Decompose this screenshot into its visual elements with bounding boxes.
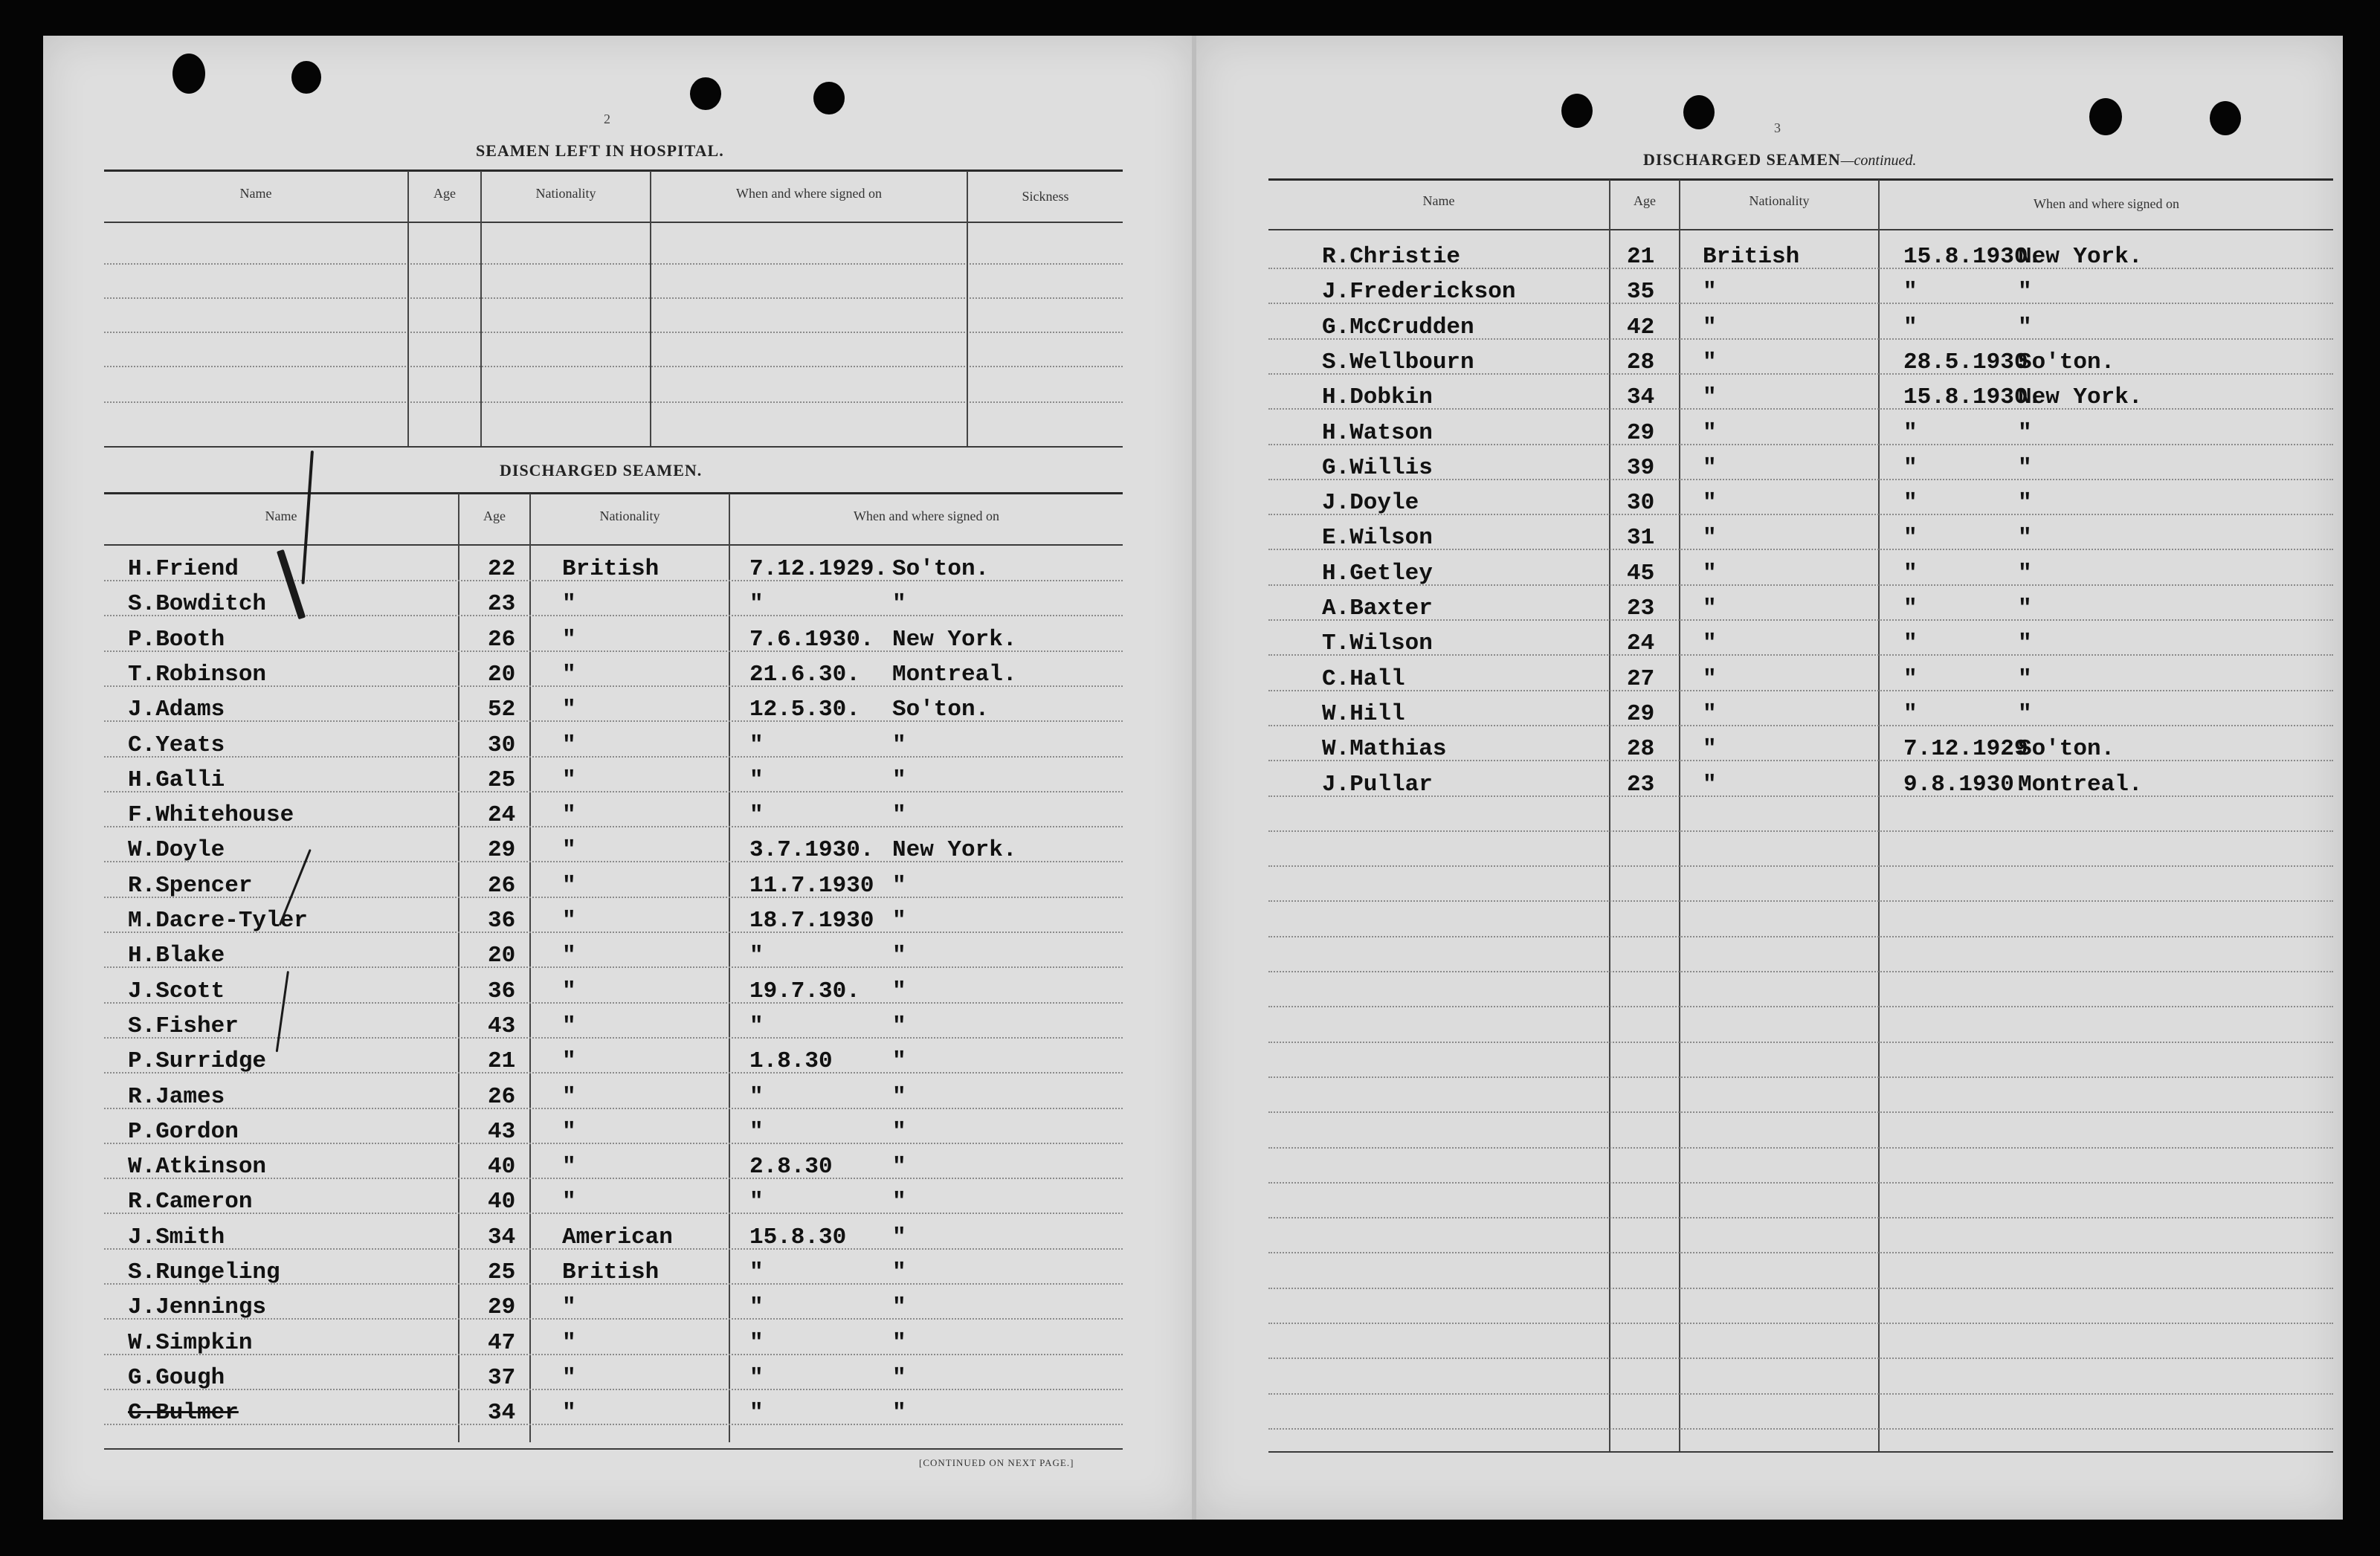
- punch-hole: [813, 82, 845, 114]
- table-border: [104, 544, 1123, 546]
- seaman-age: 27: [1627, 665, 1655, 692]
- ruled-line: [104, 1354, 1123, 1355]
- signed-on-place: New York.: [2018, 384, 2143, 411]
- signed-on-place: ": [892, 978, 906, 1004]
- seaman-nationality: ": [562, 1013, 576, 1039]
- seaman-age: 40: [488, 1154, 516, 1181]
- signed-on-place: New York.: [892, 626, 1017, 653]
- seaman-name: W.Hill: [1322, 700, 1405, 727]
- signed-on-date: 12.5.30.: [749, 697, 860, 723]
- signed-on-date: ": [1903, 314, 1918, 340]
- seaman-name: T.Robinson: [128, 661, 267, 688]
- seaman-name: R.James: [128, 1083, 225, 1110]
- seaman-nationality: ": [562, 732, 576, 758]
- seaman-name: A.Baxter: [1322, 595, 1433, 622]
- signed-on-date: 1.8.30: [749, 1048, 833, 1075]
- signed-on-date: 7.6.1930.: [749, 626, 874, 653]
- seaman-name: H.Getley: [1322, 560, 1433, 587]
- signed-on-place: ": [892, 732, 906, 758]
- signed-on-place: So'ton.: [892, 697, 990, 723]
- signed-on-place: ": [892, 1259, 906, 1285]
- seaman-age: 26: [488, 1083, 516, 1110]
- signed-on-date: 7.12.1929.: [749, 556, 889, 582]
- signed-on-place: New York.: [2018, 244, 2143, 270]
- seaman-nationality: ": [1703, 771, 1717, 798]
- signed-on-date: ": [749, 1259, 764, 1285]
- signed-on-place: New York.: [892, 837, 1017, 864]
- ruled-line: [1268, 1217, 2333, 1218]
- seaman-name: H.Dobkin: [1322, 384, 1433, 411]
- seaman-age: 34: [1627, 384, 1655, 411]
- seaman-age: 35: [1627, 279, 1655, 306]
- ruled-line: [1268, 1323, 2333, 1324]
- seaman-nationality: ": [1703, 595, 1717, 622]
- ruled-line: [104, 1213, 1123, 1214]
- page-fold: [1192, 36, 1196, 1520]
- seaman-nationality: ": [1703, 630, 1717, 657]
- seaman-name: S.Rungeling: [128, 1259, 280, 1285]
- signed-on-place: ": [2018, 490, 2032, 517]
- ruled-line: [1268, 1288, 2333, 1289]
- signed-on-date: ": [749, 802, 764, 829]
- ruled-line: [1268, 1358, 2333, 1359]
- signed-on-place: ": [892, 1154, 906, 1181]
- seaman-nationality: ": [562, 626, 576, 653]
- seaman-name: W.Mathias: [1322, 736, 1447, 763]
- ruled-line: [104, 366, 1123, 367]
- signed-on-date: 11.7.1930: [749, 872, 874, 899]
- signed-on-date: ": [749, 1294, 764, 1321]
- page-number: 3: [1774, 120, 1781, 135]
- seaman-name: S.Bowditch: [128, 591, 267, 618]
- seaman-name: R.Cameron: [128, 1189, 253, 1216]
- signed-on-place: ": [2018, 419, 2032, 446]
- column-divider: [407, 171, 409, 446]
- seaman-nationality: American: [562, 1224, 673, 1250]
- column-header-signed-on: When and where signed on: [854, 509, 999, 523]
- seaman-age: 21: [488, 1048, 516, 1075]
- signed-on-date: ": [749, 1083, 764, 1110]
- table-border: [1268, 229, 2333, 230]
- ruled-line: [104, 297, 1123, 299]
- seaman-age: 23: [1627, 771, 1655, 798]
- seaman-nationality: ": [562, 1400, 576, 1427]
- signed-on-date: 15.8.1930.: [1903, 244, 2042, 270]
- punch-hole: [172, 54, 205, 94]
- signed-on-date: 9.8.1930.: [1903, 771, 2028, 798]
- seaman-age: 29: [488, 837, 516, 864]
- seaman-age: 30: [488, 732, 516, 758]
- table-border: [104, 222, 1123, 223]
- seaman-nationality: ": [1703, 560, 1717, 587]
- seaman-nationality: ": [562, 908, 576, 934]
- signed-on-date: ": [749, 1013, 764, 1039]
- signed-on-place: ": [892, 1400, 906, 1427]
- seaman-nationality: British: [562, 1259, 660, 1285]
- signed-on-place: So'ton.: [2018, 349, 2115, 375]
- signed-on-date: ": [1903, 279, 1918, 306]
- signed-on-date: ": [1903, 595, 1918, 622]
- seaman-nationality: ": [562, 943, 576, 969]
- seaman-age: 29: [1627, 700, 1655, 727]
- discharged-continued-title: [1643, 150, 1916, 170]
- seaman-name: J.Pullar: [1322, 771, 1433, 798]
- signed-on-place: ": [892, 872, 906, 899]
- signed-on-date: 15.8.1930.: [1903, 384, 2042, 411]
- seaman-age: 47: [488, 1329, 516, 1356]
- seaman-age: 43: [488, 1118, 516, 1145]
- seaman-name: H.Galli: [128, 766, 225, 793]
- ruled-line: [1268, 690, 2333, 691]
- seaman-name: R.Christie: [1322, 244, 1461, 270]
- signed-on-date: ": [749, 1329, 764, 1356]
- signed-on-date: 15.8.30: [749, 1224, 847, 1250]
- signed-on-place: ": [892, 1364, 906, 1391]
- seaman-name: W.Simpkin: [128, 1329, 253, 1356]
- column-header-name: Name: [1422, 193, 1455, 208]
- column-header-age: Age: [433, 186, 456, 201]
- seaman-name: P.Surridge: [128, 1048, 267, 1075]
- column-header-age: Age: [1634, 193, 1656, 208]
- column-divider: [1679, 180, 1680, 1451]
- column-divider: [1878, 180, 1880, 1451]
- signed-on-date: ": [1903, 454, 1918, 481]
- ruled-line: [104, 897, 1123, 898]
- signed-on-date: 21.6.30.: [749, 661, 860, 688]
- seaman-name: P.Gordon: [128, 1118, 239, 1145]
- signed-on-place: ": [892, 591, 906, 618]
- ruled-line: [104, 966, 1123, 968]
- seaman-nationality: ": [1703, 525, 1717, 552]
- signed-on-date: ": [1903, 490, 1918, 517]
- signed-on-date: ": [749, 1189, 764, 1216]
- signed-on-place: ": [2018, 560, 2032, 587]
- ruled-line: [104, 332, 1123, 333]
- signed-on-place: ": [892, 1189, 906, 1216]
- punch-hole: [1561, 94, 1593, 128]
- signed-on-date: ": [749, 766, 764, 793]
- signed-on-place: ": [892, 1083, 906, 1110]
- seaman-age: 28: [1627, 736, 1655, 763]
- seaman-name: J.Smith: [128, 1224, 225, 1250]
- column-header-nationality: Nationality: [599, 509, 660, 523]
- seaman-name: C.Yeats: [128, 732, 225, 758]
- seaman-name: J.Scott: [128, 978, 225, 1004]
- ruled-line: [1268, 1147, 2333, 1149]
- table-border: [104, 492, 1123, 494]
- seaman-age: 40: [488, 1189, 516, 1216]
- seaman-nationality: ": [1703, 314, 1717, 340]
- seaman-age: 24: [1627, 630, 1655, 657]
- seaman-age: 28: [1627, 349, 1655, 375]
- seaman-name: W.Atkinson: [128, 1154, 267, 1181]
- seaman-name: F.Whitehouse: [128, 802, 294, 829]
- ruled-line: [104, 756, 1123, 758]
- seaman-age: 30: [1627, 490, 1655, 517]
- signed-on-place: ": [892, 1118, 906, 1145]
- seaman-nationality: ": [562, 1189, 576, 1216]
- seaman-name: G.Willis: [1322, 454, 1433, 481]
- seaman-age: 29: [1627, 419, 1655, 446]
- ruled-line: [1268, 1006, 2333, 1007]
- signed-on-date: ": [1903, 630, 1918, 657]
- seaman-name: G.McCrudden: [1322, 314, 1474, 340]
- punch-hole: [2210, 101, 2241, 135]
- ruled-line: [1268, 830, 2333, 832]
- signed-on-place: ": [2018, 279, 2032, 306]
- seaman-age: 26: [488, 626, 516, 653]
- page-number: 2: [604, 112, 610, 126]
- signed-on-date: ": [749, 943, 764, 969]
- seaman-name: J.Adams: [128, 697, 225, 723]
- discharged-section-title: DISCHARGED SEAMEN.: [500, 461, 703, 480]
- ruled-line: [1268, 514, 2333, 515]
- signed-on-place: ": [892, 1013, 906, 1039]
- table-border: [1268, 178, 2333, 181]
- seaman-nationality: ": [562, 1118, 576, 1145]
- signed-on-place: ": [892, 802, 906, 829]
- signed-on-place: ": [2018, 454, 2032, 481]
- signed-on-date: ": [1903, 700, 1918, 727]
- seaman-name: R.Spencer: [128, 872, 253, 899]
- seaman-age: 34: [488, 1224, 516, 1250]
- seaman-name: E.Wilson: [1322, 525, 1433, 552]
- seaman-name: H.Blake: [128, 943, 225, 969]
- seaman-name: H.Watson: [1322, 419, 1433, 446]
- ruled-line: [1268, 1076, 2333, 1078]
- seaman-age: 23: [1627, 595, 1655, 622]
- signed-on-date: ": [749, 1364, 764, 1391]
- table-border: [104, 1448, 1123, 1450]
- seaman-name: J.Doyle: [1322, 490, 1419, 517]
- seaman-age: 25: [488, 1259, 516, 1285]
- ruled-line: [104, 263, 1123, 265]
- signed-on-date: 19.7.30.: [749, 978, 860, 1004]
- column-divider: [1609, 180, 1610, 1451]
- signed-on-date: 3.7.1930.: [749, 837, 874, 864]
- seaman-nationality: ": [562, 978, 576, 1004]
- ruled-line: [1268, 1393, 2333, 1395]
- signed-on-date: ": [749, 1400, 764, 1427]
- signed-on-date: ": [749, 732, 764, 758]
- title-suffix: —continued.: [1840, 152, 1917, 169]
- seaman-age: 42: [1627, 314, 1655, 340]
- seaman-nationality: ": [562, 1154, 576, 1181]
- seaman-name: T.Wilson: [1322, 630, 1433, 657]
- table-border: [104, 170, 1123, 172]
- signed-on-place: ": [892, 766, 906, 793]
- seaman-name: P.Booth: [128, 626, 225, 653]
- punch-hole: [2089, 98, 2122, 135]
- seaman-name: W.Doyle: [128, 837, 225, 864]
- signed-on-date: ": [1903, 419, 1918, 446]
- signed-on-date: 2.8.30: [749, 1154, 833, 1181]
- signed-on-place: Montreal.: [2018, 771, 2143, 798]
- seaman-age: 36: [488, 908, 516, 934]
- seaman-name: S.Wellbourn: [1322, 349, 1474, 375]
- signed-on-place: ": [2018, 595, 2032, 622]
- signed-on-place: ": [892, 1224, 906, 1250]
- seaman-nationality: ": [562, 1048, 576, 1075]
- seaman-age: 21: [1627, 244, 1655, 270]
- seaman-nationality: ": [562, 1329, 576, 1356]
- seaman-nationality: ": [1703, 454, 1717, 481]
- seaman-nationality: ": [1703, 490, 1717, 517]
- seaman-nationality: ": [1703, 419, 1717, 446]
- ruled-line: [1268, 1111, 2333, 1113]
- seaman-nationality: ": [562, 766, 576, 793]
- ruled-line: [104, 1424, 1123, 1425]
- seaman-nationality: ": [562, 872, 576, 899]
- seaman-nationality: ": [562, 1364, 576, 1391]
- table-border: [1268, 1451, 2333, 1453]
- continued-note: [CONTINUED ON NEXT PAGE.]: [919, 1457, 1074, 1468]
- punch-hole: [690, 77, 721, 110]
- column-divider: [480, 171, 482, 446]
- seaman-nationality: ": [562, 802, 576, 829]
- seaman-name: H.Friend: [128, 556, 239, 582]
- seaman-age: 37: [488, 1364, 516, 1391]
- column-header-nationality: Nationality: [1749, 193, 1810, 208]
- signed-on-place: ": [892, 1294, 906, 1321]
- signed-on-place: So'ton.: [2018, 736, 2115, 763]
- column-header-name: Name: [265, 509, 297, 523]
- ruled-line: [104, 1143, 1123, 1144]
- seaman-nationality: ": [562, 697, 576, 723]
- seaman-nationality: ": [1703, 665, 1717, 692]
- signed-on-date: ": [1903, 560, 1918, 587]
- seaman-age: 31: [1627, 525, 1655, 552]
- ruled-line: [104, 1037, 1123, 1039]
- ruled-line: [1268, 1042, 2333, 1043]
- signed-on-place: ": [2018, 314, 2032, 340]
- seaman-age: 39: [1627, 454, 1655, 481]
- table-border: [104, 446, 1123, 448]
- seaman-age: 25: [488, 766, 516, 793]
- signed-on-place: ": [2018, 665, 2032, 692]
- signed-on-place: ": [2018, 525, 2032, 552]
- seaman-nationality: ": [562, 1294, 576, 1321]
- column-header-nationality: Nationality: [535, 186, 596, 201]
- ruled-line: [1268, 936, 2333, 937]
- signed-on-place: ": [2018, 630, 2032, 657]
- ruled-line: [104, 1002, 1123, 1004]
- column-header-signed-on: When and where signed on: [2034, 196, 2179, 211]
- seaman-name: C.Bulmer: [128, 1400, 239, 1427]
- seaman-name: M.Dacre-Tyler: [128, 908, 308, 934]
- signed-on-place: So'ton.: [892, 556, 990, 582]
- ruled-line: [1268, 1428, 2333, 1430]
- ruled-line: [104, 1389, 1123, 1390]
- column-header-sickness: Sickness: [1022, 189, 1069, 204]
- ruled-line: [1268, 1182, 2333, 1184]
- signed-on-place: ": [892, 908, 906, 934]
- signed-on-place: ": [2018, 700, 2032, 727]
- signed-on-date: 28.5.1930: [1903, 349, 2028, 375]
- ruled-line: [1268, 971, 2333, 972]
- seaman-nationality: ": [562, 661, 576, 688]
- signed-on-place: ": [892, 1048, 906, 1075]
- seaman-name: G.Gough: [128, 1364, 225, 1391]
- seaman-age: 23: [488, 591, 516, 618]
- ruled-line: [104, 1108, 1123, 1109]
- signed-on-place: ": [892, 1329, 906, 1356]
- ruled-line: [1268, 900, 2333, 902]
- ruled-line: [1268, 1252, 2333, 1253]
- seaman-age: 43: [488, 1013, 516, 1039]
- column-divider: [650, 171, 651, 446]
- column-header-signed-on: When and where signed on: [736, 186, 882, 201]
- ruled-line: [1268, 725, 2333, 726]
- column-divider: [967, 171, 968, 446]
- title-text: DISCHARGED SEAMEN: [1643, 150, 1841, 169]
- seaman-age: 29: [488, 1294, 516, 1321]
- signed-on-date: ": [1903, 665, 1918, 692]
- signed-on-date: ": [1903, 525, 1918, 552]
- seaman-nationality: ": [1703, 736, 1717, 763]
- column-header-age: Age: [483, 509, 506, 523]
- signed-on-date: 18.7.1930: [749, 908, 874, 934]
- punch-hole: [1683, 95, 1715, 129]
- seaman-nationality: ": [1703, 279, 1717, 306]
- seaman-name: C.Hall: [1322, 665, 1405, 692]
- seaman-nationality: ": [1703, 700, 1717, 727]
- signed-on-place: ": [892, 943, 906, 969]
- ruled-line: [104, 791, 1123, 792]
- seaman-nationality: ": [1703, 384, 1717, 411]
- seaman-name: J.Jennings: [128, 1294, 267, 1321]
- seaman-age: 45: [1627, 560, 1655, 587]
- seaman-name: S.Fisher: [128, 1013, 239, 1039]
- punch-hole: [291, 61, 321, 94]
- seaman-nationality: ": [562, 837, 576, 864]
- signed-on-date: ": [749, 1118, 764, 1145]
- seaman-age: 22: [488, 556, 516, 582]
- seaman-age: 26: [488, 872, 516, 899]
- signed-on-place: Montreal.: [892, 661, 1017, 688]
- seaman-nationality: ": [1703, 349, 1717, 375]
- column-header-name: Name: [239, 186, 272, 201]
- seaman-nationality: ": [562, 1083, 576, 1110]
- ruled-line: [104, 401, 1123, 403]
- seaman-age: 20: [488, 943, 516, 969]
- seaman-age: 20: [488, 661, 516, 688]
- seaman-nationality: British: [562, 556, 660, 582]
- signed-on-date: 7.12.1929: [1903, 736, 2028, 763]
- seaman-name: J.Frederickson: [1322, 279, 1516, 306]
- hospital-section-title: SEAMEN LEFT IN HOSPITAL.: [476, 141, 724, 160]
- seaman-age: 36: [488, 978, 516, 1004]
- seaman-age: 34: [488, 1400, 516, 1427]
- seaman-nationality: ": [562, 591, 576, 618]
- seaman-age: 52: [488, 697, 516, 723]
- signed-on-date: ": [749, 591, 764, 618]
- ruled-line: [1268, 865, 2333, 867]
- seaman-nationality: British: [1703, 244, 1800, 270]
- seaman-age: 24: [488, 802, 516, 829]
